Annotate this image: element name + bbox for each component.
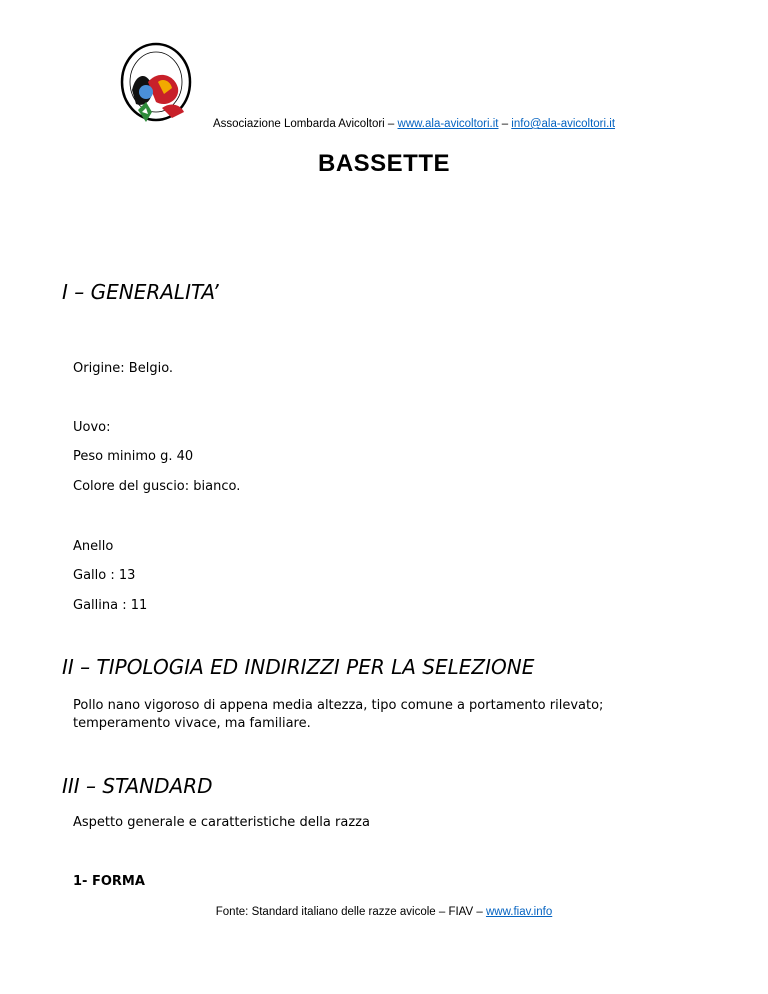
email-link[interactable]: info@ala-avicoltori.it (511, 118, 616, 130)
header-line (0, 118, 768, 130)
aspetto-text: Aspetto generale e caratteristiche della razza (73, 815, 370, 830)
site-link[interactable]: www.ala-avicoltori.it (397, 118, 499, 130)
gallina-text: Gallina : 11 (73, 598, 148, 613)
section-heading-standard: III – STANDARD (62, 774, 213, 798)
page-title: BASSETTE (317, 150, 450, 177)
tipologia-line-1: Pollo nano vigoroso di appena media altezza, tipo comune a portamento rilevato; (73, 698, 604, 713)
gallo-text: Gallo : 13 (73, 568, 136, 583)
tipologia-line-2: temperamento vivace, ma familiare. (73, 716, 311, 731)
uovo-label: Uovo: (73, 420, 111, 435)
section-heading-generalita: I – GENERALITA’ (62, 280, 219, 304)
forma-heading: 1- FORMA (73, 874, 145, 889)
header-separator: – (498, 118, 512, 130)
origine-text: Origine: Belgio. (73, 361, 174, 376)
peso-text: Peso minimo g. 40 (73, 449, 194, 464)
footer-source: Fonte: Standard italiano delle razze avicole – FIAV – (215, 906, 486, 918)
fiav-link[interactable]: www.fiav.info (485, 906, 553, 918)
anello-label: Anello (73, 539, 114, 554)
footer-line (0, 906, 768, 918)
colore-text: Colore del guscio: bianco. (73, 479, 241, 494)
tipologia-paragraph (73, 697, 693, 733)
org-name: Associazione Lombarda Avicoltori – (212, 118, 398, 130)
section-heading-tipologia: II – TIPOLOGIA ED INDIRIZZI PER LA SELEZIONE (62, 655, 535, 679)
